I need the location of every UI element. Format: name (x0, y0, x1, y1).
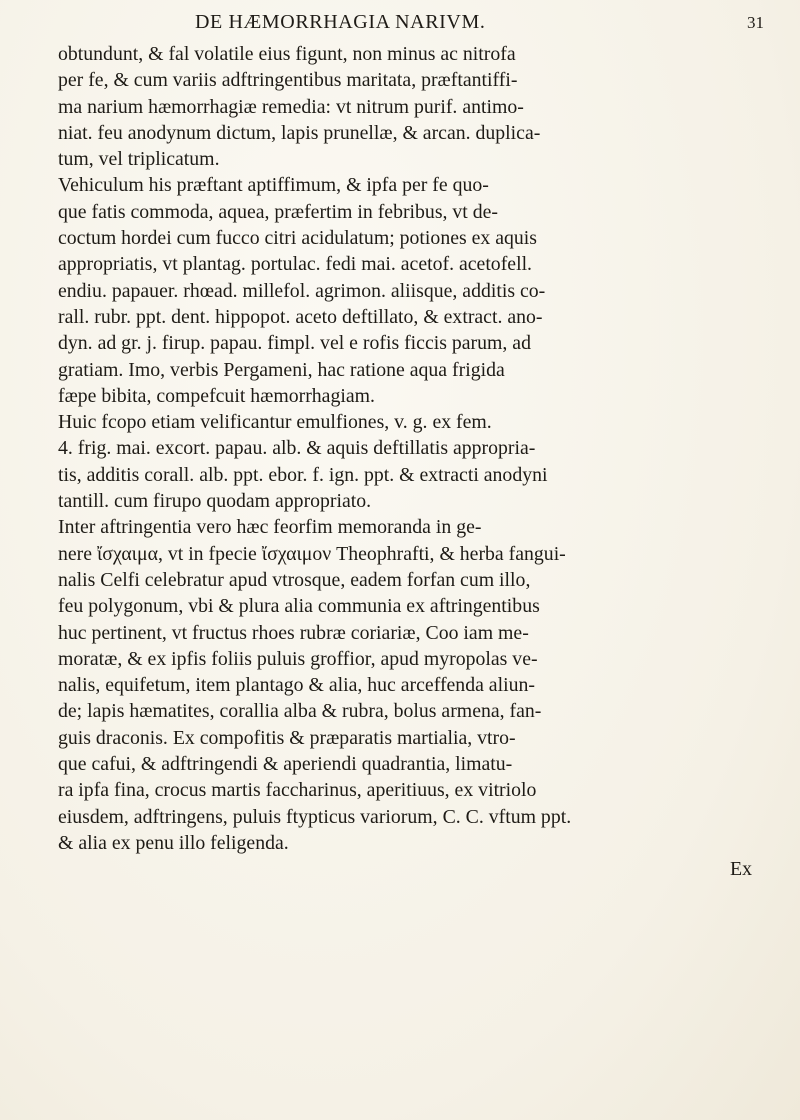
text-line: ma narium hæmorrhagiæ remedia: vt nitrum purif. antimo- (58, 95, 524, 118)
text-line: tantill. cum firupo quodam appropriato. (58, 490, 372, 513)
text-line: nere ἴσχαιμα, vt in fpecie ἴσχαιμον Theophrafti, & herba fangui- (58, 542, 566, 565)
text-line: feu polygonum, vbi & plura alia communia ex aftringentibus (58, 595, 540, 618)
text-line: Vehiculum his præftant aptiffimum, & ipfa per fe quo- (58, 174, 489, 197)
text-line: & alia ex penu illo feligenda. (58, 831, 289, 854)
text-line: rall. rubr. ppt. dent. hippopot. aceto deftillato, & extract. ano- (58, 305, 543, 328)
text-line: guis draconis. Ex compofitis & præparatis martialia, vtro- (58, 726, 516, 749)
text-line: tis, additis corall. alb. ppt. ebor. f. ign. ppt. & extracti anodyni (58, 463, 548, 486)
text-line: Huic fcopo etiam velificantur emulfiones, v. g. ex fem. (58, 411, 492, 434)
text-line: tum, vel triplicatum. (58, 148, 220, 171)
text-line: moratæ, & ex ipfis foliis puluis groffior, apud myropolas ve- (58, 647, 538, 670)
body-text (58, 41, 768, 883)
text-line: coctum hordei cum fucco citri acidulatum; potiones ex aquis (58, 227, 537, 250)
text-line: huc pertinent, vt fructus rhoes rubræ coriariæ, Coo iam me- (58, 621, 529, 644)
page-header (0, 8, 800, 38)
text-line: que fatis commoda, aquea, præfertim in febribus, vt de- (58, 200, 498, 223)
page-number: 31 (747, 13, 764, 32)
text-line: eiusdem, adftringens, puluis ftypticus variorum, C. C. vftum ppt. (58, 805, 572, 828)
text-line: gratiam. Imo, verbis Pergameni, hac ratione aqua frigida (58, 358, 505, 381)
text-line: ra ipfa fina, crocus martis faccharinus, aperitiuus, ex vitriolo (58, 779, 537, 802)
text-line: de; lapis hæmatites, corallia alba & rubra, bolus armena, fan- (58, 700, 542, 723)
text-line: per fe, & cum variis adftringentibus maritata, præftantiffi- (58, 69, 518, 92)
text-line: endiu. papauer. rhœad. millefol. agrimon. aliisque, additis co- (58, 279, 546, 302)
text-line: fæpe bibita, compefcuit hæmorrhagiam. (58, 384, 375, 407)
running-head: DE HÆMORRHAGIA NARIVM. (195, 11, 486, 33)
text-line: 4. frig. mai. excort. papau. alb. & aquis deftillatis appropria- (58, 437, 536, 460)
catchword: Ex (730, 858, 752, 881)
text-line: obtundunt, & fal volatile eius figunt, non minus ac nitrofa (58, 43, 516, 65)
text-line: niat. feu anodynum dictum, lapis prunellæ, & arcan. duplica- (58, 121, 541, 144)
text-line: que cafui, & adftringendi & aperiendi quadrantia, limatu- (58, 753, 513, 776)
text-line: nalis, equifetum, item plantago & alia, huc arceffenda aliun- (58, 674, 535, 697)
text-line: dyn. ad gr. j. firup. papau. fimpl. vel e rofis ficcis parum, ad (58, 332, 531, 355)
text-line: appropriatis, vt plantag. portulac. fedi mai. acetof. acetofell. (58, 253, 533, 276)
text-line: nalis Celfi celebratur apud vtrosque, eadem forfan cum illo, (58, 568, 531, 591)
text-line: Inter aftringentia vero hæc feorfim memoranda in ge- (58, 516, 482, 539)
